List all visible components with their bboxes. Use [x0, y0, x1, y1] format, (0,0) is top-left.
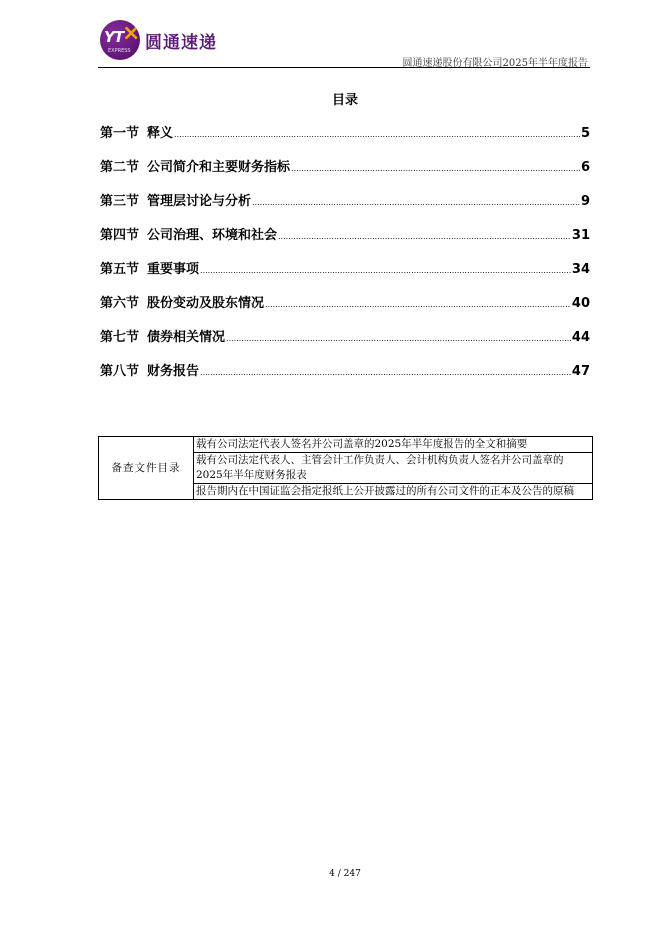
toc-title: 管理层讨论与分析 [147, 194, 252, 209]
toc-leader [200, 266, 571, 275]
toc-leader [174, 130, 580, 139]
toc-leader [252, 198, 580, 207]
toc-section: 第一节 [100, 126, 140, 141]
toc-page: 44 [571, 330, 590, 345]
header-divider [98, 67, 590, 68]
toc-page: 9 [580, 194, 590, 209]
logo-x-icon: × [122, 21, 140, 46]
toc-title: 释义 [147, 126, 174, 141]
reference-doc-item: 载有公司法定代表人签名并公司盖章的2025年半年度报告的全文和摘要 [194, 437, 593, 453]
toc-leader [200, 368, 571, 377]
report-title: 圆通速递股份有限公司2025年半年度报告 [402, 58, 588, 69]
toc-page: 6 [580, 160, 590, 175]
toc-title: 股份变动及股东情况 [147, 296, 265, 311]
toc-page: 47 [571, 364, 590, 379]
toc-section: 第三节 [100, 194, 140, 209]
toc-section: 第六节 [100, 296, 140, 311]
toc-page: 34 [571, 262, 590, 277]
toc-title: 财务报告 [147, 364, 200, 379]
logo-mark-sub: EXPRESS [108, 48, 131, 54]
toc-title: 公司简介和主要财务指标 [147, 160, 291, 175]
table-of-contents [100, 122, 590, 394]
toc-page: 40 [571, 296, 590, 311]
yto-logo-mark [100, 20, 140, 60]
company-logo [100, 20, 217, 60]
toc-entry[interactable] [100, 224, 590, 258]
toc-heading: 目录 [331, 93, 358, 108]
toc-page: 5 [580, 126, 590, 141]
toc-entry[interactable] [100, 326, 590, 360]
toc-leader [265, 300, 571, 309]
toc-leader [226, 334, 571, 343]
toc-title: 重要事项 [147, 262, 200, 277]
toc-section: 第五节 [100, 262, 140, 277]
reference-doc-item: 载有公司法定代表人、主管会计工作负责人、会计机构负责人签名并公司盖章的2025年半年度财务报表 [194, 453, 593, 484]
toc-section: 第八节 [100, 364, 140, 379]
toc-entry[interactable] [100, 156, 590, 190]
page-number: 4 / 247 [329, 869, 361, 879]
toc-title: 债券相关情况 [147, 330, 226, 345]
toc-leader [278, 232, 571, 241]
reference-docs-label: 备查文件目录 [99, 437, 194, 500]
logo-mark-text: YT [104, 28, 124, 46]
reference-documents-table [98, 436, 593, 500]
toc-entry[interactable] [100, 258, 590, 292]
toc-entry[interactable] [100, 122, 590, 156]
toc-section: 第二节 [100, 160, 140, 175]
toc-section: 第四节 [100, 228, 140, 243]
toc-entry[interactable] [100, 292, 590, 326]
toc-page: 31 [571, 228, 590, 243]
toc-section: 第七节 [100, 330, 140, 345]
reference-doc-item: 报告期内在中国证监会指定报纸上公开披露过的所有公司文件的正本及公告的原稿 [194, 484, 593, 500]
toc-title: 公司治理、环境和社会 [147, 228, 278, 243]
table-row [99, 437, 593, 453]
toc-entry[interactable] [100, 360, 590, 394]
toc-entry[interactable] [100, 190, 590, 224]
toc-leader [291, 164, 580, 173]
logo-text: 圆通速递 [145, 32, 217, 53]
